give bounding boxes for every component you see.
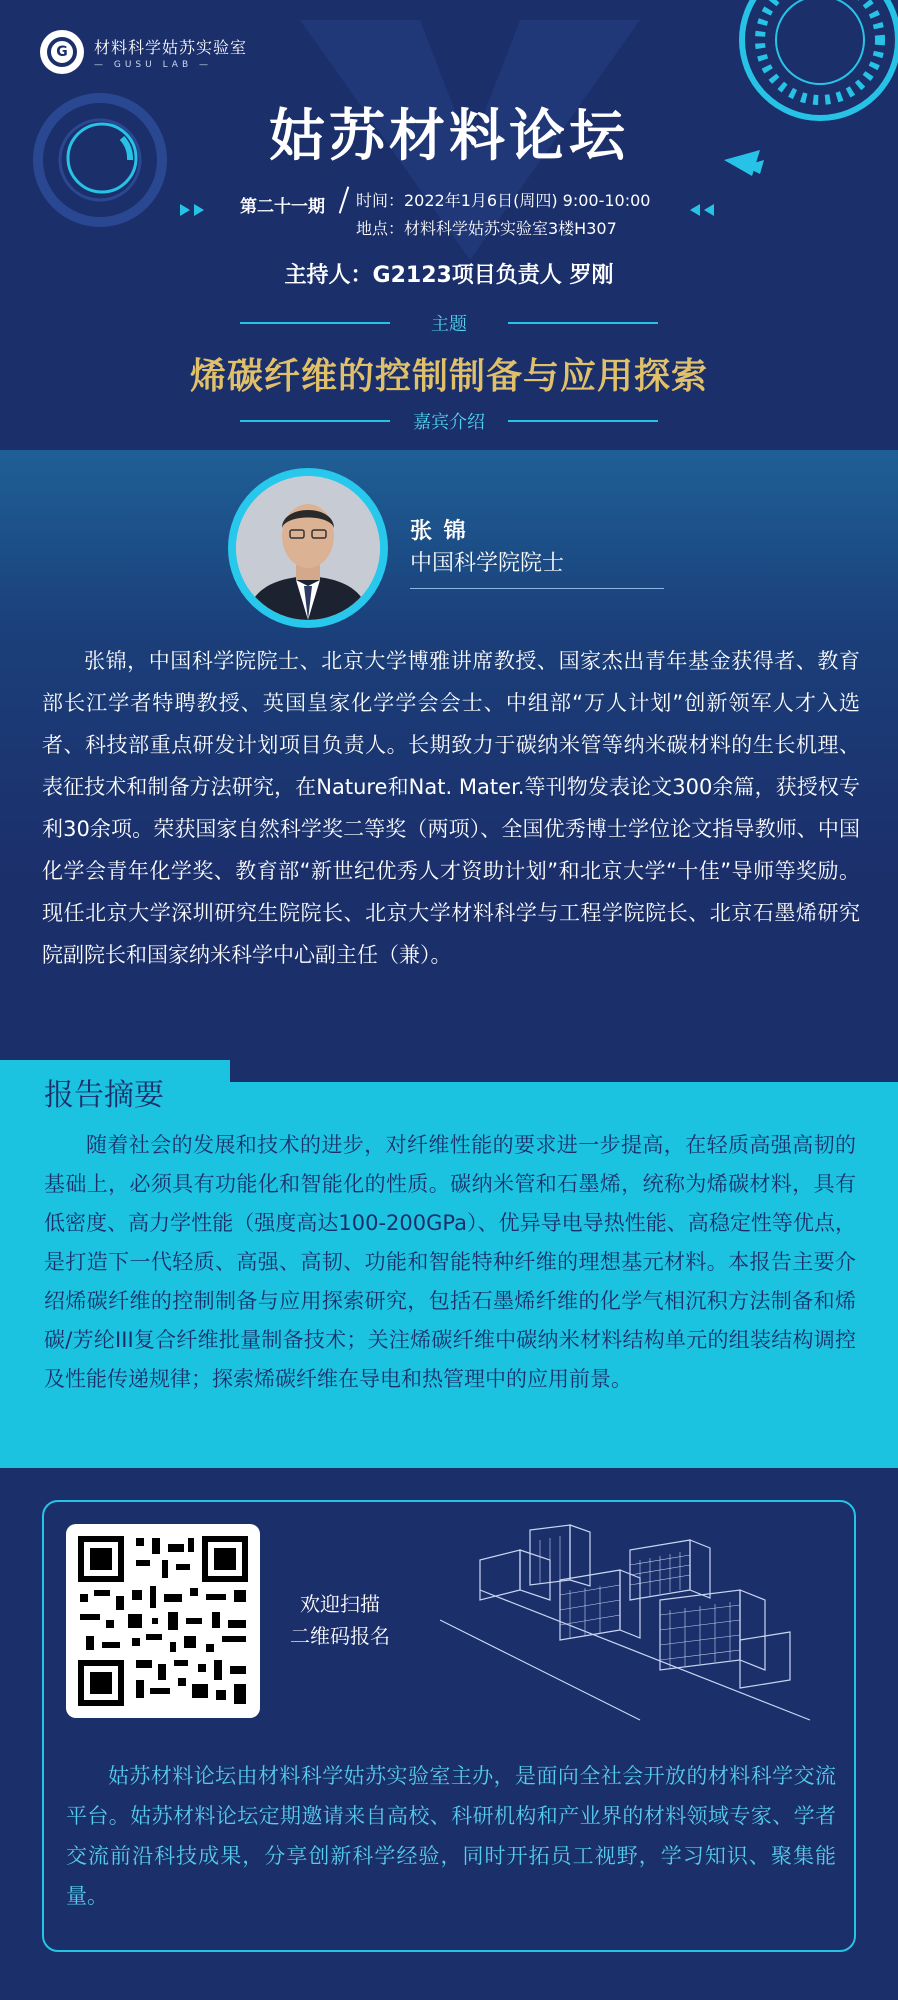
avatar [236, 476, 380, 620]
logo-mark-icon: G [40, 30, 84, 74]
forum-introduction: 姑苏材料论坛由材料科学姑苏实验室主办，是面向全社会开放的材料科学交流平台。姑苏材料论坛定期邀请来自高校、科研机构和产业界的材料领域专家、学者交流前沿科技成果，分享创新科学经验，同时开拓员工视野，学习知识、聚集能量。 [66, 1764, 836, 1908]
event-time: 时间：2022年1月6日(周四) 9:00-10:00 [356, 191, 651, 210]
logo-name-en: — GUSU LAB — [94, 59, 212, 70]
guest-name: 张 锦 [410, 519, 468, 544]
signup-prompt [280, 1588, 400, 1652]
host-line: 主持人：G2123项目负责人 罗刚 [284, 263, 614, 288]
qr-code-icon[interactable] [66, 1524, 260, 1718]
logo-name-cn: 材料科学姑苏实验室 [94, 37, 248, 57]
guest-title: 中国科学院院士 [410, 551, 565, 576]
signup-line-2: 二维码报名 [290, 1624, 390, 1648]
signup-line-1: 欢迎扫描 [300, 1592, 380, 1616]
divider [410, 588, 664, 589]
arrow-left-icon [688, 202, 724, 218]
arrow-right-icon [180, 202, 216, 218]
topic-title: 烯碳纤维的控制制备与应用探索 [189, 356, 708, 397]
qr-code-pattern [66, 1524, 260, 1718]
page-title: 姑苏材料论坛 [269, 104, 629, 169]
guest-section-label: 嘉宾介绍 [413, 412, 485, 433]
abstract-title: 报告摘要 [44, 1078, 164, 1113]
divider [508, 322, 658, 324]
divider [240, 420, 390, 422]
guest-bio: 张锦，中国科学院院士、北京大学博雅讲席教授、国家杰出青年基金获得者、教育部长江学者特聘教授、英国皇家化学学会会士、中组部“万人计划”创新领军人才入选者、科技部重点研发计划项目负责人。长期致力于碳纳米管等纳米碳材料的生长机理、表征技术和制备方法研究，在Nature和Nat. Mater.等刊物发表论文300余篇，获授权专利30余项。荣获国家自然科学奖二等奖（两项）、全国优秀博士学位论文指导教师、中国化学会青年化学奖、教育部“新世纪优秀人才资助计划”和北京大学“十佳”导师等奖励。现任北京大学深圳研究生院院长、北京大学材料科学与工程学院院长、北京石墨烯研究院副院长和国家纳米科学中心副主任（兼）。 [42, 649, 860, 967]
abstract-text: 随着社会的发展和技术的进步，对纤维性能的要求进一步提高，在轻质高强高韧的基础上，必须具有功能化和智能化的性质。碳纳米管和石墨烯，统称为烯碳材料，具有低密度、高力学性能（强度高达100-200GPa）、优异导电导热性能、高稳定性等优点，是打造下一代轻质、高强、高韧、功能和智能特种纤维的理想基元材料。本报告主要介绍烯碳纤维的控制制备与应用探索研究，包括石墨烯纤维的化学气相沉积方法制备和烯碳/芳纶III复合纤维批量制备技术；关注烯碳纤维中碳纳米材料结构单元的组装结构调控及性能传递规律；探索烯碳纤维在导电和热管理中的应用前景。 [44, 1133, 856, 1391]
building-illustration-icon [440, 1520, 820, 1730]
event-place: 地点：材料科学姑苏实验室3楼H307 [356, 219, 617, 238]
lab-logo [40, 30, 247, 74]
divider [240, 322, 390, 324]
topic-label: 主题 [431, 314, 467, 335]
issue-number: 第二十一期 [240, 197, 325, 217]
divider [508, 420, 658, 422]
